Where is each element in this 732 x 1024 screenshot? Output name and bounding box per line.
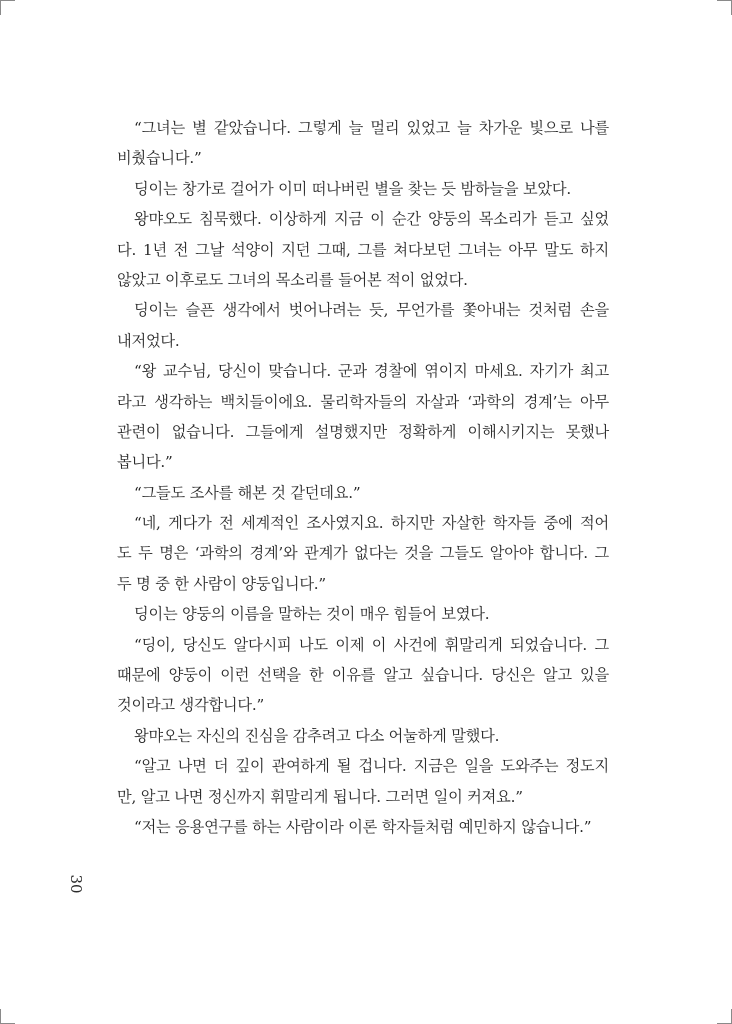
text-line: 딩이는 양둥의 이름을 말하는 것이 매우 힘들어 보였다. xyxy=(134,605,490,624)
page-body-text xyxy=(117,113,609,842)
text-line: “그녀는 별 같았습니다. 그렇게 늘 멀리 있었고 늘 차가운 빛으로 나를 xyxy=(134,119,609,137)
text-line: “알고 나면 더 깊이 관여하게 될 겁니다. 지금은 일을 도와주는 정도지 xyxy=(134,757,609,776)
text-line: “딩이, 당신도 알다시피 나도 이제 이 사건에 휘말리게 되었습니다. 그 xyxy=(134,635,609,654)
crop-mark-top-right-h xyxy=(717,0,732,1)
crop-mark-top-left-h xyxy=(0,0,15,1)
crop-mark-top-left-v xyxy=(0,0,1,15)
text-line: 왕먀오는 자신의 진심을 감추려고 다소 어눌하게 말했다. xyxy=(134,726,500,745)
text-line: 내저었다. xyxy=(117,331,180,350)
text-line: 것이라고 생각합니다.” xyxy=(117,696,265,715)
text-line: 라고 생각하는 백치들이에요. 물리학자들의 자살과 ‘과학의 경계’는 아무 xyxy=(117,392,609,411)
text-line: 딩이는 창가로 걸어가 이미 떠나버린 별을 찾는 듯 밤하늘을 보았다. xyxy=(134,179,571,198)
text-line: 두 명 중 한 사람이 양둥입니다.” xyxy=(117,574,326,593)
text-line: 만, 알고 나면 정신까지 휘말리게 됩니다. 그러면 일이 커져요.” xyxy=(117,787,523,806)
text-line: 도 두 명은 ‘과학의 경계’와 관계가 없다는 것을 그들도 알아야 합니다. 그 xyxy=(117,544,609,563)
page-number: 30 xyxy=(67,874,85,894)
text-line: 않았고 이후로도 그녀의 목소리를 들어본 적이 없었다. xyxy=(117,270,468,289)
text-line: 때문에 양둥이 이런 선택을 한 이유를 알고 싶습니다. 당신은 알고 있을 xyxy=(117,666,609,685)
text-line: “왕 교수님, 당신이 맞습니다. 군과 경찰에 엮이지 마세요. 자기가 최고 xyxy=(134,362,609,381)
text-line: 딩이는 슬픈 생각에서 벗어나려는 듯, 무언가를 쫓아내는 것처럼 손을 xyxy=(134,301,609,320)
text-line: 관련이 없습니다. 그들에게 설명했지만 정확하게 이해시키지는 못했나 xyxy=(117,422,609,441)
crop-mark-bottom-left-v xyxy=(0,1009,1,1024)
text-line: 왕먀오도 침묵했다. 이상하게 지금 이 순간 양둥의 목소리가 듣고 싶었 xyxy=(134,210,609,229)
text-line: “네, 게다가 전 세계적인 조사였지요. 하지만 자살한 학자들 중에 적어 xyxy=(134,514,609,533)
text-line: 봅니다.” xyxy=(117,453,173,472)
text-line: “저는 응용연구를 하는 사람이라 이론 학자들처럼 예민하지 않습니다.” xyxy=(134,817,592,836)
text-line: 다. 1년 전 그날 석양이 지던 그때, 그를 쳐다보던 그녀는 아무 말도 하지 xyxy=(117,240,609,259)
text-line: “그들도 조사를 해본 것 같던데요.” xyxy=(134,483,361,502)
text-line: 비췄습니다.” xyxy=(117,149,202,168)
